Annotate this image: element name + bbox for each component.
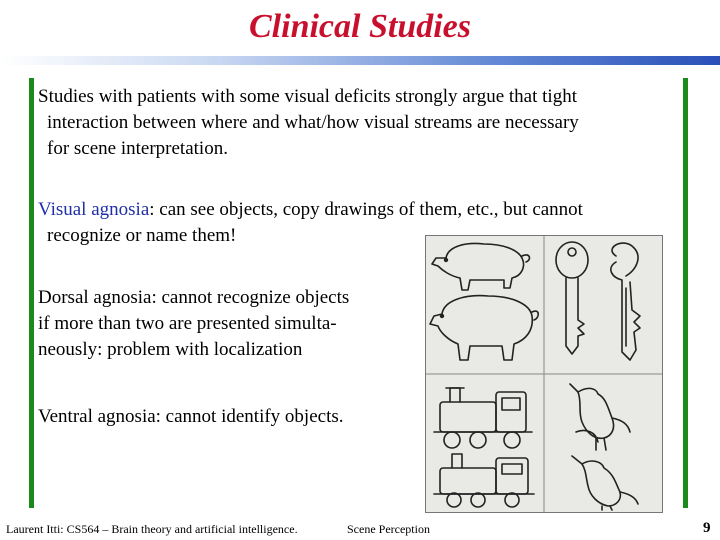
bird-icon (570, 384, 638, 510)
key-icon (556, 242, 640, 360)
visual-agnosia-definition: : can see objects, copy drawings of them, etc., but cannot (149, 199, 583, 220)
pig-icon (430, 244, 538, 360)
footer-author: Laurent Itti: CS564 – Brain theory and artificial intelligence. (6, 522, 298, 536)
paragraph-line: if more than two are presented simulta- (38, 313, 337, 334)
dorsal-agnosia-paragraph (38, 285, 349, 363)
visual-agnosia-term: Visual agnosia (38, 199, 150, 220)
page-number: 9 (703, 520, 711, 536)
paragraph-line: recognize or name them! (47, 225, 237, 246)
paragraph-line: interaction between where and what/how visual streams are necessary (47, 112, 579, 133)
paragraph-line: Dorsal agnosia: cannot recognize objects (38, 287, 350, 308)
paragraph-line: Ventral agnosia: cannot identify objects. (38, 406, 344, 427)
train-icon (434, 388, 534, 507)
paragraph-line (38, 197, 583, 223)
left-accent-bar (29, 78, 34, 508)
paragraph-line: neously: problem with localization (38, 339, 303, 360)
footer-topic: Scene Perception (347, 522, 430, 536)
studies-paragraph (38, 84, 579, 162)
paragraph-line: Studies with patients with some visual deficits strongly argue that tight (38, 86, 577, 107)
slide-title: Clinical Studies (249, 8, 471, 45)
title-rule (0, 56, 720, 65)
ventral-agnosia-paragraph (38, 404, 344, 430)
right-accent-bar (683, 78, 688, 508)
patient-drawings-figure (425, 235, 663, 513)
paragraph-line: for scene interpretation. (47, 138, 228, 159)
